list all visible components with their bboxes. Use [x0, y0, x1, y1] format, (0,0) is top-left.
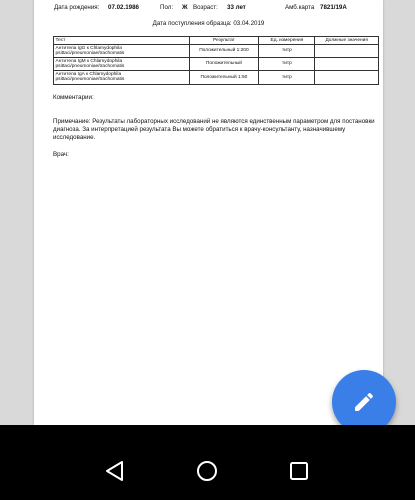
nav-back-button[interactable] [103, 459, 127, 483]
recents-square-icon [287, 459, 311, 483]
back-triangle-icon [103, 459, 127, 483]
cell-test: Антитела IgA к Chlamydophila psittaci/pneumoniae/trachomatis [54, 71, 190, 84]
document-page [34, 0, 383, 425]
cell-test: Антитела IgG к Chlamydophila psittaci/pneumoniae/trachomatis [54, 45, 190, 58]
table-header-row [54, 37, 379, 45]
navigation-bar [0, 425, 415, 500]
header-reference: Должные значения [315, 37, 379, 45]
cell-reference [315, 58, 379, 71]
age-value: 33 лет [227, 4, 246, 11]
card-value: 7821/19А [320, 4, 347, 11]
pencil-icon [352, 390, 376, 414]
cell-result: Положительный [189, 58, 259, 71]
birth-value: 07.02.1986 [108, 4, 139, 11]
sex-value: Ж [182, 4, 188, 11]
doctor-label: Врач: [53, 151, 69, 158]
header-unit: Ед. измерения [259, 37, 315, 45]
cell-unit: титр [259, 71, 315, 84]
cell-reference [315, 71, 379, 84]
header-test: Тест [54, 37, 190, 45]
birth-label: Дата рождения: [54, 4, 100, 11]
disclaimer-note: Примечание: Результаты лабораторных исследований не являются единственным параметром для постановки диагноза. За интерпретацией результата Вы можете обратиться к врачу-консультанту, назначившему исследование. [53, 118, 375, 141]
nav-home-button[interactable] [195, 459, 219, 483]
cell-unit: титр [259, 58, 315, 71]
cell-test: Антитела IgM к Chlamydophila psittaci/pneumoniae/trachomatis [54, 58, 190, 71]
sex-label: Пол: [160, 4, 174, 11]
card-label: Амб.карта [285, 4, 315, 11]
sample-received-date: Дата поступления образца: 03.04.2019 [152, 20, 265, 27]
header-result: Результат [189, 37, 259, 45]
table-row [54, 58, 379, 71]
cell-reference [315, 45, 379, 58]
comments-label: Комментарии: [53, 94, 94, 101]
table-row [54, 71, 379, 84]
age-label: Возраст: [193, 4, 218, 11]
cell-result: Положительный 1:200 [189, 45, 259, 58]
cell-unit: титр [259, 45, 315, 58]
cell-result: Положительный 1:50 [189, 71, 259, 84]
table-row [54, 45, 379, 58]
results-table [53, 36, 379, 85]
home-circle-icon [195, 459, 219, 483]
patient-info-row [54, 3, 374, 13]
nav-recents-button[interactable] [287, 459, 311, 483]
